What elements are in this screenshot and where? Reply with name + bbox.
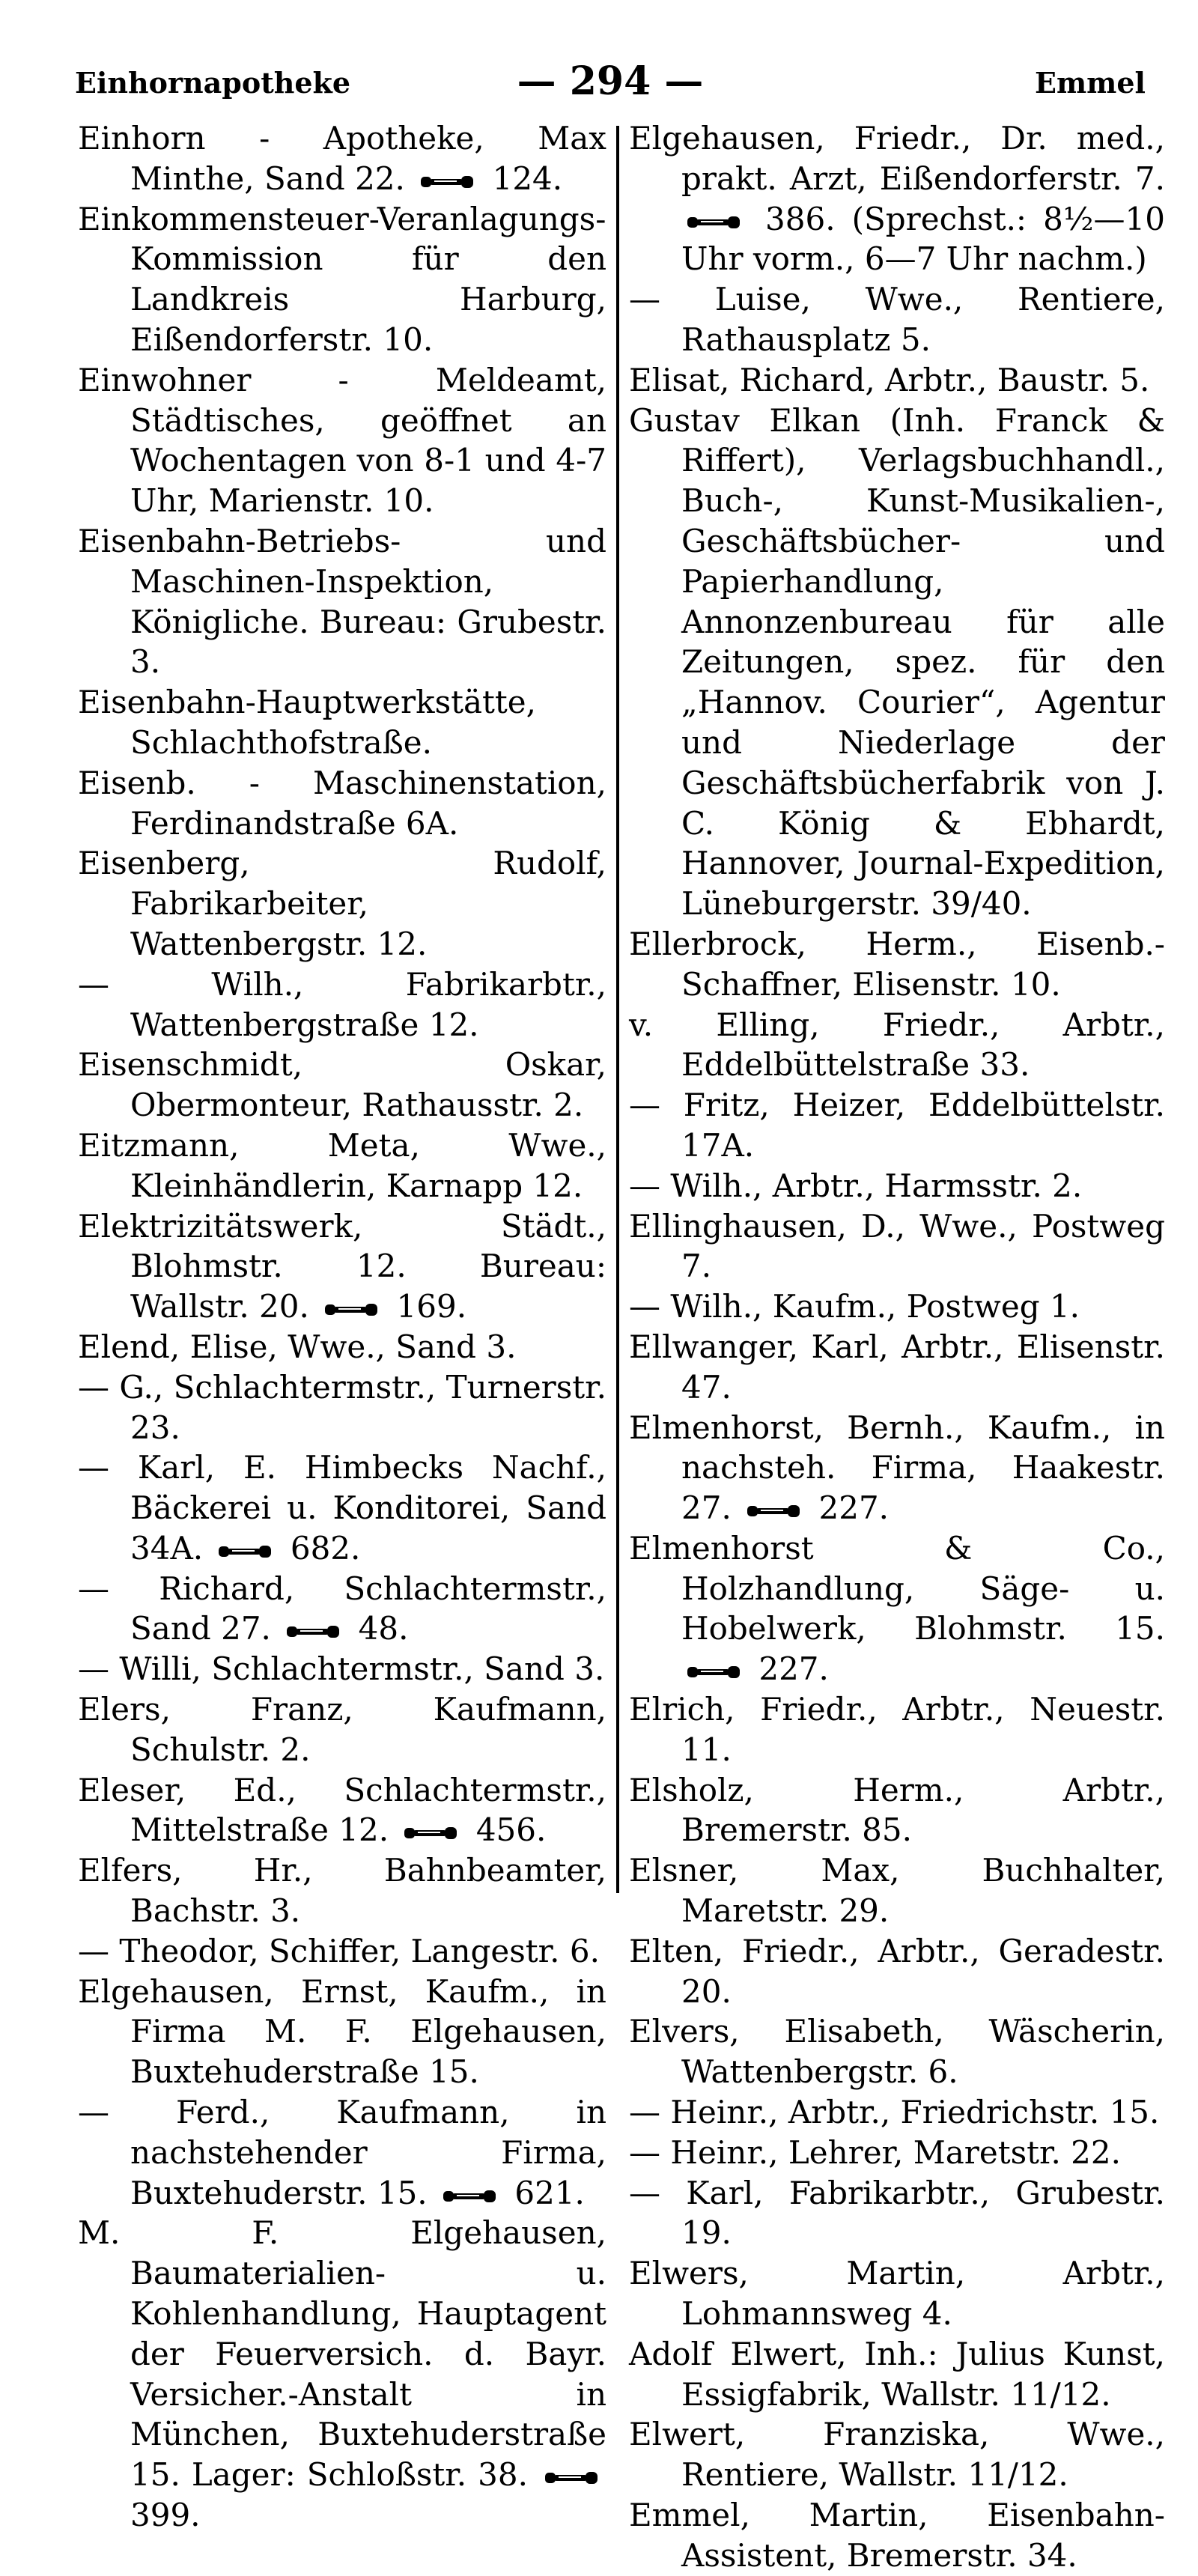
directory-entry [629,1287,1165,1327]
directory-entry [78,682,606,763]
telephone-icon [746,1502,801,1520]
directory-entry [629,2133,1165,2173]
telephone-icon [403,1824,458,1842]
directory-entry [78,521,606,682]
entry-text: Elisat, Richard, Arbtr., Baustr. 5. [629,361,1150,398]
entry-text: Elmenhorst, Bernh., Kaufm., in nachsteh. Firma, Haakestr. 27. [629,1409,1165,1527]
directory-entry [629,279,1165,360]
entry-text: Elektrizitätswerk, Städt., Blohmstr. 12. Bureau: Wallstr. 20. [78,1207,606,1325]
entry-text: Ellinghausen, D., Wwe., Postweg 7. [629,1207,1165,1285]
entry-text: Elers, Franz, Kaufmann, Schulstr. 2. [78,1691,606,1768]
entry-text: Einhorn - Apotheke, Max Minthe, Sand 22. [78,120,606,197]
entry-text: — Wilh., Kaufm., Postweg 1. [629,1288,1080,1325]
directory-entry [629,2253,1165,2334]
directory-entry [629,1689,1165,1770]
telephone-icon [419,173,475,191]
telephone-icon [285,1623,341,1641]
phone-number: 682. [290,1529,361,1567]
entry-text: — Fritz, Heizer, Eddelbüttelstr. 17A. [629,1087,1165,1164]
entry-text: Emmel, Martin, Eisenbahn-Assistent, Bremerstr. 34. [629,2497,1165,2574]
directory-entry [78,1569,606,1650]
entry-text: Ellwanger, Karl, Arbtr., Elisenstr. 47. [629,1328,1165,1406]
running-head-left: Einhornapotheke [75,66,351,100]
directory-entry [78,118,606,199]
directory-entry [629,1166,1165,1206]
directory-entry [78,1367,606,1448]
entry-text: — Willi, Schlachtermstr., Sand 3. [78,1650,605,1688]
entry-text: Elsholz, Herm., Arbtr., Bremerstr. 85. [629,1771,1165,1849]
directory-entry [629,2092,1165,2133]
entry-text: Eisenschmidt, Oskar, Obermonteur, Rathausstr. 2. [78,1046,606,1124]
directory-entry [629,401,1165,924]
entry-text: — Wilh., Arbtr., Harmsstr. 2. [629,1167,1083,1204]
directory-entry [629,1931,1165,2012]
directory-entry [78,843,606,964]
right-column [629,118,1165,2576]
entry-text: Eisenbahn-Hauptwerkstätte, Schlachthofstraße. [78,684,537,761]
entry-text: Elwers, Martin, Arbtr., Lohmannsweg 4. [629,2255,1165,2333]
entry-text: Eisenbahn-Betriebs- und Maschinen-Inspektion, Königliche. Bureau: Grubestr. 3. [78,522,606,681]
phone-number: 48. [358,1610,409,1647]
directory-entry [629,924,1165,1005]
entry-text: v. Elling, Friedr., Arbtr., Eddelbüttelstraße 33. [629,1006,1165,1084]
entry-text: Eleser, Ed., Schlachtermstr., Mittelstraße 12. [78,1771,606,1849]
directory-entry [78,1649,606,1689]
telephone-icon [442,2187,497,2205]
directory-entry [629,1528,1165,1689]
directory-entry [629,2495,1165,2576]
left-column [78,118,606,2536]
directory-entry [78,1327,606,1367]
entry-text: Einwohner - Meldeamt, Städtisches, geöffnet an Wochentagen von 8-1 und 4-7 Uhr, Marienstr. 10. [78,361,606,520]
telephone-icon [323,1301,379,1319]
directory-entry [78,1689,606,1770]
directory-entry [629,2011,1165,2092]
directory-entry [78,2092,606,2213]
telephone-icon [217,1543,273,1561]
directory-entry [629,1005,1165,1086]
directory-entry [629,1206,1165,1287]
directory-entry [629,1770,1165,1851]
phone-number: 621. [514,2174,585,2211]
entry-text: Elsner, Max, Buchhalter, Maretstr. 29. [629,1852,1165,1930]
directory-entry [629,2334,1165,2415]
entry-text: Elgehausen, Ernst, Kaufm., in Firma M. F. Elgehausen, Buxtehuderstraße 15. [78,1972,606,2091]
phone-number: 227. [818,1489,890,1527]
directory-entry [78,199,606,360]
entry-text: Elfers, Hr., Bahnbeamter, Bachstr. 3. [78,1852,606,1930]
directory-entry [629,360,1165,401]
directory-entry [78,1931,606,1972]
page-header [75,58,1146,103]
entry-text: Elwert, Franziska, Wwe., Rentiere, Wallstr. 11/12. [629,2416,1165,2494]
entry-text: Adolf Elwert, Inh.: Julius Kunst, Essigfabrik, Wallstr. 11/12. [629,2335,1165,2413]
entry-text: — Wilh., Fabrikarbtr., Wattenbergstraße 12. [78,965,606,1043]
directory-entry [629,1327,1165,1408]
phone-number: 399. [130,2497,201,2534]
entry-text: Eitzmann, Meta, Wwe., Kleinhändlerin, Karnapp 12. [78,1126,606,1204]
entry-text: Ellerbrock, Herm., Eisenb.-Schaffner, Elisenstr. 10. [629,925,1165,1003]
directory-entry [78,2213,606,2535]
telephone-icon [686,213,741,231]
directory-entry [78,965,606,1045]
directory-entry [629,118,1165,279]
entry-text: Eisenberg, Rudolf, Fabrikarbeiter, Wattenbergstr. 12. [78,845,606,962]
entry-text: — Theodor, Schiffer, Langestr. 6. [78,1932,600,1969]
entry-text: Gustav Elkan (Inh. Franck & Riffert), Verlagsbuchhandl., Buch-, Kunst-Musikalien-, Geschäftsbücher- und Papierhandlung, Annonzenbureau für alle Zeitungen, spez. für den „Hannov. Courier“, Agentur und Niederlage der Geschäftsbücherfabrik von J. C. König & Ebhardt, Hannover, Journal-Expedition, Lüneburgerstr. 39/40. [629,401,1165,923]
phone-number: 227. [758,1650,829,1688]
entry-text: Elgehausen, Friedr., Dr. med., prakt. Arzt, Eißendorferstr. 7. [629,120,1165,197]
entry-text: — Karl, Fabrikarbtr., Grubestr. 19. [629,2174,1165,2252]
phone-number: 456. [475,1811,547,1849]
column-divider [616,126,619,1893]
directory-entry [78,763,606,844]
directory-entry [78,1448,606,1568]
entry-text: Eisenb. - Maschinenstation, Ferdinandstraße 6A. [78,764,606,842]
page-number: — 294 — [517,58,704,104]
entry-text: — Richard, Schlachtermstr., Sand 27. [78,1570,606,1647]
directory-entry [629,1850,1165,1931]
directory-entry [78,1972,606,2092]
entry-text: — Luise, Wwe., Rentiere, Rathausplatz 5. [629,281,1165,358]
entry-text: — Karl, E. Himbecks Nachf., Bäckerei u. Konditorei, Sand 34A. [78,1449,606,1567]
phone-number: 169. [396,1288,467,1325]
running-head-right: Emmel [1035,66,1146,100]
phone-number: 124. [492,160,563,197]
entry-text: — G., Schlachtermstr., Turnerstr. 23. [78,1368,606,1446]
directory-entry [629,2414,1165,2495]
entry-text: — Heinr., Arbtr., Friedrichstr. 15. [629,2094,1160,2131]
telephone-icon [686,1663,741,1681]
directory-entry [78,1126,606,1206]
entry-text: Elten, Friedr., Arbtr., Geradestr. 20. [629,1932,1165,2010]
entry-text: — Heinr., Lehrer, Maretstr. 22. [629,2133,1121,2171]
entry-text: — Ferd., Kaufmann, in nachstehender Firma, Buxtehuderstr. 15. [78,2094,606,2211]
directory-entry [629,2173,1165,2254]
directory-entry [629,1085,1165,1166]
directory-entry [78,1045,606,1126]
entry-text: Elrich, Friedr., Arbtr., Neuestr. 11. [629,1691,1165,1768]
phone-number: 386. (Sprechst.: 8½—10 Uhr vorm., 6—7 Uhr nachm.) [681,200,1165,278]
entry-text: M. F. Elgehausen, Baumaterialien- u. Kohlenhandlung, Hauptagent der Feuerversich. d. Bayr. Versicher.-Anstalt in München, Buxtehuderstraße 15. Lager: Schloßstr. 38. [78,2214,606,2494]
entry-text: Elend, Elise, Wwe., Sand 3. [78,1328,517,1365]
directory-entry [78,1850,606,1931]
directory-entry [78,360,606,521]
directory-entry [78,1206,606,1327]
telephone-icon [544,2469,599,2487]
directory-entry [78,1770,606,1851]
directory-entry [629,1408,1165,1528]
entry-text: Elmenhorst & Co., Holzhandlung, Säge- u. Hobelwerk, Blohmstr. 15. [629,1529,1165,1647]
entry-text: Elvers, Elisabeth, Wäscherin, Wattenbergstr. 6. [629,2013,1165,2091]
entry-text: Einkommensteuer-Veranlagungs-Kommission für den Landkreis Harburg, Eißendorferstr. 10. [78,200,606,358]
